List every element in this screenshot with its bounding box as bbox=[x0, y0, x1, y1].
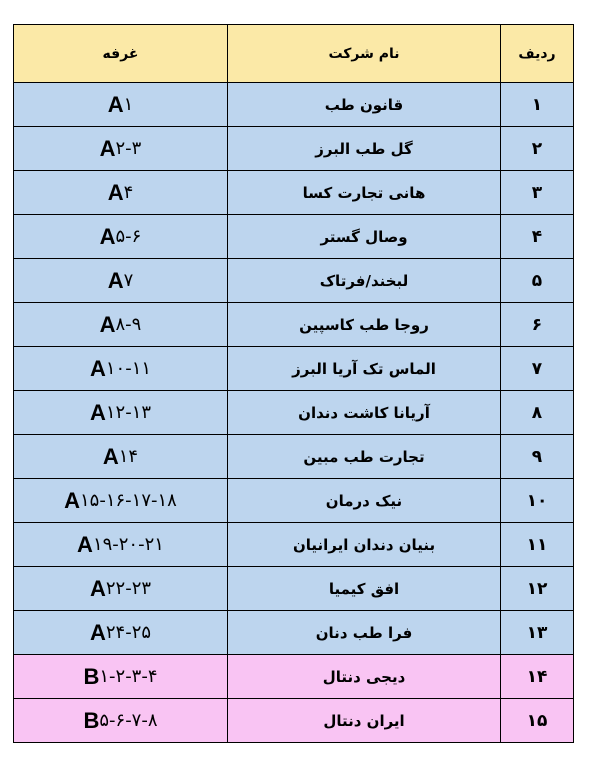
table-row bbox=[14, 303, 573, 347]
company-name-cell: قانون طب bbox=[228, 83, 501, 126]
table-row bbox=[14, 611, 573, 655]
company-name-cell: آریانا کاشت دندان bbox=[228, 391, 501, 434]
booth-cell bbox=[14, 655, 228, 698]
booth-letter: A bbox=[89, 619, 106, 645]
table-row bbox=[14, 127, 573, 171]
row-number-cell: ۶ bbox=[531, 314, 543, 335]
booth-cell bbox=[14, 567, 228, 610]
booth-cell bbox=[14, 699, 228, 742]
booth-letter: A bbox=[89, 575, 106, 601]
table-row bbox=[14, 347, 573, 391]
table-row bbox=[14, 259, 573, 303]
booth-numbers: ۱۴ bbox=[118, 446, 139, 467]
booth-cell bbox=[14, 127, 228, 170]
row-number-cell: ۱۵ bbox=[526, 710, 548, 731]
row-number-cell: ۱ bbox=[531, 94, 543, 115]
table-row bbox=[14, 171, 573, 215]
company-name-cell: الماس تک آریا البرز bbox=[228, 347, 501, 390]
booth-cell bbox=[14, 611, 228, 654]
booth-letter: B bbox=[83, 707, 100, 733]
booth-cell bbox=[14, 523, 228, 566]
booth-letter: A bbox=[64, 487, 81, 513]
booth-numbers: ۱۰-۱۱ bbox=[105, 358, 152, 379]
row-number-cell: ۱۲ bbox=[526, 578, 548, 599]
company-name-cell: هانی تجارت کسا bbox=[228, 171, 501, 214]
table-body bbox=[14, 83, 573, 743]
booth-numbers: ۱۲-۱۳ bbox=[105, 402, 152, 423]
row-number-cell: ۴ bbox=[531, 226, 543, 247]
company-name-cell: وصال گستر bbox=[228, 215, 501, 258]
booth-numbers: ۱۵-۱۶-۱۷-۱۸ bbox=[80, 490, 177, 511]
table-row bbox=[14, 479, 573, 523]
booth-numbers: ۲۴-۲۵ bbox=[105, 622, 152, 643]
booth-letter: A bbox=[89, 355, 106, 381]
header-company: نام شرکت bbox=[228, 25, 501, 82]
table-row bbox=[14, 435, 573, 479]
booth-numbers: ۱۹-۲۰-۲۱ bbox=[92, 534, 164, 555]
booth-letter: A bbox=[89, 399, 106, 425]
row-number-cell: ۱۴ bbox=[526, 666, 548, 687]
booth-cell bbox=[14, 303, 228, 346]
booth-numbers: ۷ bbox=[123, 270, 134, 291]
booth-letter: A bbox=[99, 135, 116, 161]
booth-cell bbox=[14, 215, 228, 258]
row-number-cell: ۱۰ bbox=[526, 490, 548, 511]
row-number-cell: ۸ bbox=[531, 402, 543, 423]
booth-letter: A bbox=[107, 179, 124, 205]
company-name-cell: بنیان دندان ایرانیان bbox=[228, 523, 501, 566]
booth-letter: B bbox=[83, 663, 100, 689]
booth-cell bbox=[14, 347, 228, 390]
row-number-cell: ۵ bbox=[531, 270, 543, 291]
booth-cell bbox=[14, 479, 228, 522]
booth-letter: A bbox=[77, 531, 93, 557]
company-name-cell: روجا طب کاسپین bbox=[228, 303, 501, 346]
booth-cell bbox=[14, 435, 228, 478]
table-row bbox=[14, 83, 573, 127]
row-number-cell: ۱۱ bbox=[526, 534, 548, 555]
booth-numbers: ۲۲-۲۳ bbox=[105, 578, 152, 599]
company-name-cell: افق کیمیا bbox=[228, 567, 501, 610]
booth-numbers: ۸-۹ bbox=[115, 314, 142, 335]
booth-numbers: ۱ bbox=[123, 94, 134, 115]
company-name-cell: فرا طب دنان bbox=[228, 611, 501, 654]
company-name-cell: گل طب البرز bbox=[228, 127, 501, 170]
booth-cell bbox=[14, 259, 228, 302]
booth-letter: A bbox=[102, 443, 119, 469]
table-row bbox=[14, 215, 573, 259]
row-number-cell: ۷ bbox=[531, 358, 543, 379]
header-row-number: ردیف bbox=[518, 45, 556, 62]
booth-numbers: ۲-۳ bbox=[115, 138, 142, 159]
company-name-cell: لبخند/فرتاک bbox=[228, 259, 501, 302]
row-number-cell: ۱۳ bbox=[526, 622, 548, 643]
booth-numbers: ۴ bbox=[123, 182, 134, 203]
booth-numbers: ۱-۲-۳-۴ bbox=[99, 666, 158, 687]
header-booth: غرفه bbox=[14, 25, 228, 82]
company-name-cell: نیک درمان bbox=[228, 479, 501, 522]
company-name-cell: تجارت طب مبین bbox=[228, 435, 501, 478]
booth-cell bbox=[14, 391, 228, 434]
company-name-cell: ایران دنتال bbox=[228, 699, 501, 742]
booth-letter: A bbox=[107, 267, 124, 293]
booth-letter: A bbox=[99, 223, 116, 249]
table-header bbox=[14, 25, 573, 83]
exhibitor-table bbox=[13, 24, 574, 743]
table-row bbox=[14, 567, 573, 611]
booth-letter: A bbox=[99, 311, 116, 337]
booth-cell bbox=[14, 171, 228, 214]
row-number-cell: ۲ bbox=[531, 138, 543, 159]
booth-numbers: ۵-۶ bbox=[115, 226, 142, 247]
company-name-cell: دیجی دنتال bbox=[228, 655, 501, 698]
row-number-cell: ۹ bbox=[531, 446, 543, 467]
booth-numbers: ۵-۶-۷-۸ bbox=[99, 710, 158, 731]
booth-letter: A bbox=[107, 91, 124, 117]
booth-cell bbox=[14, 83, 228, 126]
table-row bbox=[14, 655, 573, 699]
table-row bbox=[14, 391, 573, 435]
table-row bbox=[14, 699, 573, 743]
row-number-cell: ۳ bbox=[531, 182, 543, 203]
table-row bbox=[14, 523, 573, 567]
